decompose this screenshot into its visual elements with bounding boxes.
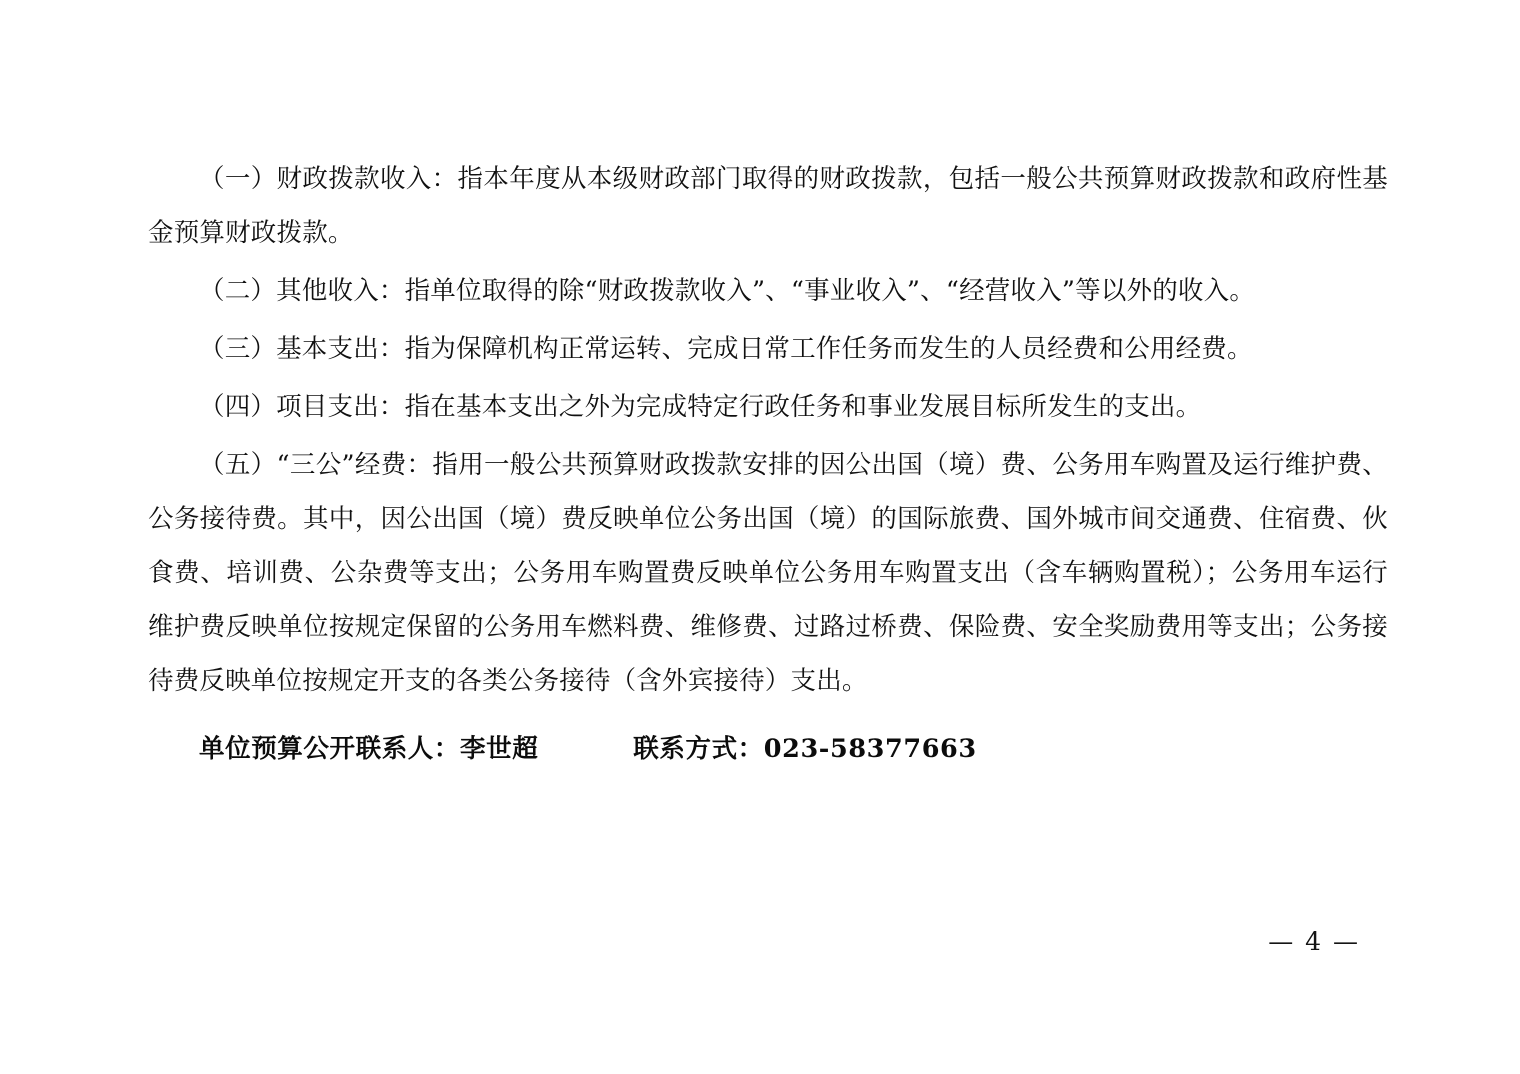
paragraph-item-1: （一）财政拨款收入：指本年度从本级财政部门取得的财政拨款，包括一般公共预算财政拨款和政府性基金预算财政拨款。 — [148, 164, 1388, 248]
paragraph-item-5: （五）“三公”经费：指用一般公共预算财政拨款安排的因公出国（境）费、公务用车购置及运行维护费、公务接待费。其中，因公出国（境）费反映单位公务出国（境）的国际旅费、国外城市间交通费、住宿费、伙食费、培训费、公杂费等支出；公务用车购置费反映单位公务用车购置支出（含车辆购置税）；公务用车运行维护费反映单位按规定保留的公务用车燃料费、维修费、过路过桥费、保险费、安全奖励费用等支出；公务接待费反映单位按规定开支的各类公务接待（含外宾接待）支出。 — [148, 450, 1388, 696]
contact-person: 单位预算公开联系人：李世超 — [199, 734, 539, 764]
page-number: — 4 — — [1268, 927, 1360, 956]
paragraph-item-2: （二）其他收入：指单位取得的除“财政拨款收入”、“事业收入”、“经营收入”等以外的收入。 — [199, 276, 1256, 306]
paragraph-item-3: （三）基本支出：指为保障机构正常运转、完成日常工作任务而发生的人员经费和公用经费。 — [199, 334, 1253, 364]
contact-phone: 联系方式：023-58377663 — [633, 734, 977, 764]
paragraph-item-4: （四）项目支出：指在基本支出之外为完成特定行政任务和事业发展目标所发生的支出。 — [199, 392, 1202, 422]
contact-line — [148, 722, 1388, 776]
document-body — [148, 152, 1388, 776]
